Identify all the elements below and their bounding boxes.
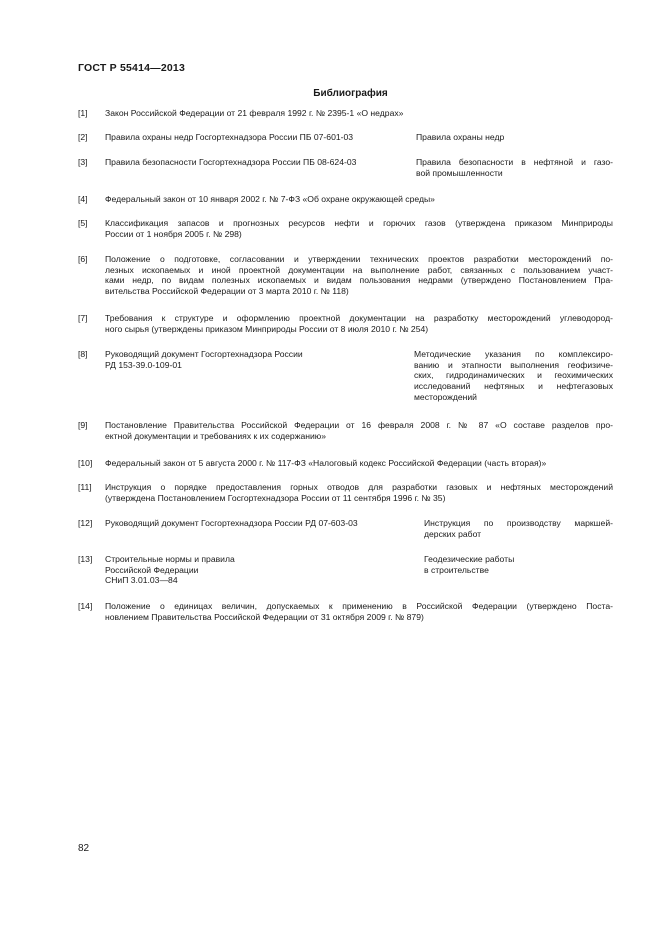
entry-source: Руководящий документ Госгортехнадзора России bbox=[105, 349, 303, 359]
entry-number: [3] bbox=[78, 157, 88, 167]
entry-source: Правила охраны недр Госгортехнадзора России ПБ 07-601-03 bbox=[105, 132, 354, 142]
bibliography-title: Библиография bbox=[313, 88, 388, 99]
entry-text: ками недр, по видам полезных ископаемых и видам пользования недрами (утверждено Постановлением Пра- bbox=[105, 275, 613, 286]
entry-source: Строительные нормы и правила bbox=[105, 554, 235, 564]
entry-text: вительства Российской Федерации от 3 марта 2010 г. № 118) bbox=[105, 286, 349, 297]
entry-description: в строительстве bbox=[424, 564, 489, 575]
entry-text: Постановление Правительства Российской Федерации от 16 февраля 2008 г. № 87 «О составе разделов про- bbox=[105, 420, 613, 430]
entry-source: СНиП 3.01.03—84 bbox=[105, 575, 178, 586]
entry-number: [8] bbox=[78, 349, 88, 359]
entry-number: [9] bbox=[78, 420, 88, 430]
entry-text: лезных ископаемых и иной проектной документации на выполнение работ, связанных с пользованием участ- bbox=[105, 264, 613, 275]
entry-description: исследований нефтяных и нефтегазовых bbox=[414, 381, 613, 392]
entry-description: ских, гидродинамических и геохимических bbox=[414, 370, 613, 381]
entry-number: [1] bbox=[78, 108, 88, 118]
entry-number: [6] bbox=[78, 254, 88, 264]
entry-description: ванию и этапности выполнения геофизиче- bbox=[414, 359, 613, 370]
entry-description: вой промышленности bbox=[416, 167, 503, 178]
entry-text: Федеральный закон от 5 августа 2000 г. № 117-ФЗ «Налоговый кодекс Российской Федерации (часть вторая)» bbox=[105, 458, 547, 468]
entry-description: Методические указания по комплексиро- bbox=[414, 349, 613, 359]
entry-description: дерских работ bbox=[424, 528, 482, 539]
entry-text: Федеральный закон от 10 января 2002 г. № 7-ФЗ «Об охране окружающей среды» bbox=[105, 194, 435, 204]
entry-source: РД 153-39.0-109-01 bbox=[105, 359, 182, 370]
entry-source: Правила безопасности Госгортехнадзора России ПБ 08-624-03 bbox=[105, 157, 357, 167]
entry-description: Правила безопасности в нефтяной и газо- bbox=[416, 157, 613, 167]
entry-text: Классификация запасов и прогнозных ресурсов нефти и горючих газов (утверждена приказом Минприроды bbox=[105, 218, 613, 228]
entry-description: Инструкция по производству маркшей- bbox=[424, 518, 613, 528]
entry-number: [11] bbox=[78, 482, 92, 492]
entry-text: (утверждена Постановлением Госгортехнадзора России от 11 сентября 1996 г. № 35) bbox=[105, 492, 446, 503]
entry-number: [14] bbox=[78, 601, 93, 611]
entry-description: месторождений bbox=[414, 391, 477, 402]
entry-text: Положение о единицах величин, допускаемых к применению в Российской Федерации (утверждено Поста- bbox=[105, 601, 613, 611]
entry-text: Положение о подготовке, согласовании и утверждении технических проектов разработки месторождений по- bbox=[105, 254, 613, 264]
entry-text: ектной документации и требованиях к их содержанию» bbox=[105, 430, 327, 441]
entry-number: [13] bbox=[78, 554, 93, 564]
page-number: 82 bbox=[78, 843, 90, 854]
entry-text: новлением Правительства Российской Федерации от 31 октября 2009 г. № 879) bbox=[105, 611, 424, 622]
entry-source: Российской Федерации bbox=[105, 564, 199, 575]
entry-number: [10] bbox=[78, 458, 93, 468]
entry-number: [5] bbox=[78, 218, 88, 228]
entry-number: [7] bbox=[78, 313, 88, 323]
entry-description: Геодезические работы bbox=[424, 554, 515, 564]
entry-text: Закон Российской Федерации от 21 февраля 1992 г. № 2395-1 «О недрах» bbox=[105, 108, 404, 118]
entry-number: [12] bbox=[78, 518, 93, 528]
entry-text: России от 1 ноября 2005 г. № 298) bbox=[105, 228, 242, 239]
entry-text: Требования к структуре и оформлению проектной документации на разработку месторождений углеводород- bbox=[105, 313, 613, 323]
entry-source: Руководящий документ Госгортехнадзора России РД 07-603-03 bbox=[105, 518, 358, 528]
entry-number: [2] bbox=[78, 132, 88, 142]
document-id: ГОСТ Р 55414—2013 bbox=[78, 62, 186, 74]
entry-description: Правила охраны недр bbox=[416, 132, 505, 142]
entry-text: Инструкция о порядке предоставления горных отводов для разработки газовых и нефтяных месторождений bbox=[105, 482, 613, 492]
entry-text: ного сырья (утверждены приказом Минприроды России от 8 июля 2010 г. № 254) bbox=[105, 323, 429, 334]
entry-number: [4] bbox=[78, 194, 88, 204]
